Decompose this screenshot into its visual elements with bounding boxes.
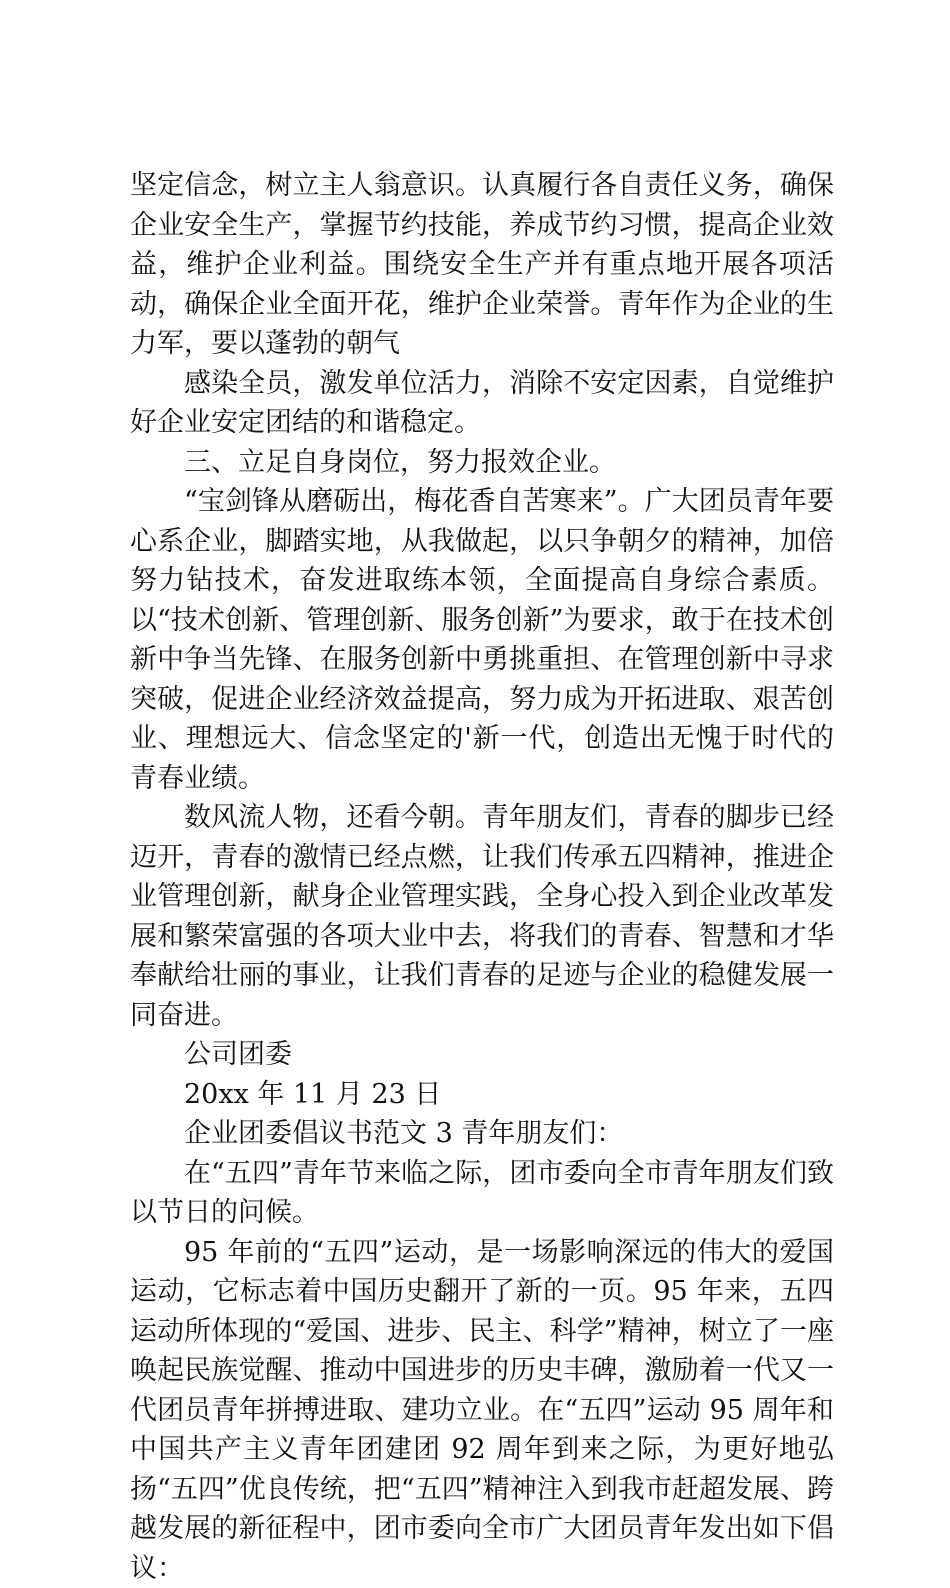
document-title-line: 企业团委倡议书范文 3 青年朋友们：	[130, 1114, 834, 1154]
paragraph: 95 年前的“五四”运动，是一场影响深远的伟大的爱国运动，它标志着中国历史翻开了新的一页。95 年来，五四运动所体现的“爱国、进步、民主、科学”精神，树立了一座唤起民族觉醒、推动中国进步的历史丰碑，激励着一代又一代团员青年拼搏进取、建功立业。在“五四”运动 95 周年和中国共产主义青年团建团 92 周年到来之际，为更好地弘扬“五四”优良传统，把“五四”精神注入到我市赶超发展、跨越发展的新征程中，团市委向全市广大团员青年发出如下倡议：	[130, 1233, 834, 1588]
paragraph-continuation: 坚定信念，树立主人翁意识。认真履行各自责任义务，确保企业安全生产，掌握节约技能，养成节约习惯，提高企业效益，维护企业利益。围绕安全生产并有重点地开展各项活动，确保企业全面开花，维护企业荣誉。青年作为企业的生力军，要以蓬勃的朝气	[130, 166, 834, 364]
signature-date: 20xx 年 11 月 23 日	[130, 1075, 834, 1115]
paragraph: 数风流人物，还看今朝。青年朋友们，青春的脚步已经迈开，青春的激情已经点燃，让我们传承五四精神，推进企业管理创新，献身企业管理实践，全身心投入到企业改革发展和繁荣富强的各项大业中去，将我们的青春、智慧和才华奉献给壮丽的事业，让我们青春的足迹与企业的稳健发展一同奋进。	[130, 798, 834, 1035]
section-heading: 三、立足自身岗位，努力报效企业。	[130, 443, 834, 483]
paragraph: 在“五四”青年节来临之际，团市委向全市青年朋友们致以节日的问候。	[130, 1154, 834, 1233]
signature-organization: 公司团委	[130, 1035, 834, 1075]
document-body	[130, 166, 834, 1588]
paragraph: “宝剑锋从磨砺出，梅花香自苦寒来”。广大团员青年要心系企业，脚踏实地，从我做起，以只争朝夕的精神，加倍努力钻技术，奋发进取练本领，全面提高自身综合素质。以“技术创新、管理创新、服务创新”为要求，敢于在技术创新中争当先锋、在服务创新中勇挑重担、在管理创新中寻求突破，促进企业经济效益提高，努力成为开拓进取、艰苦创业、理想远大、信念坚定的'新一代，创造出无愧于时代的青春业绩。	[130, 482, 834, 798]
paragraph: 感染全员，激发单位活力，消除不安定因素，自觉维护好企业安定团结的和谐稳定。	[130, 364, 834, 443]
